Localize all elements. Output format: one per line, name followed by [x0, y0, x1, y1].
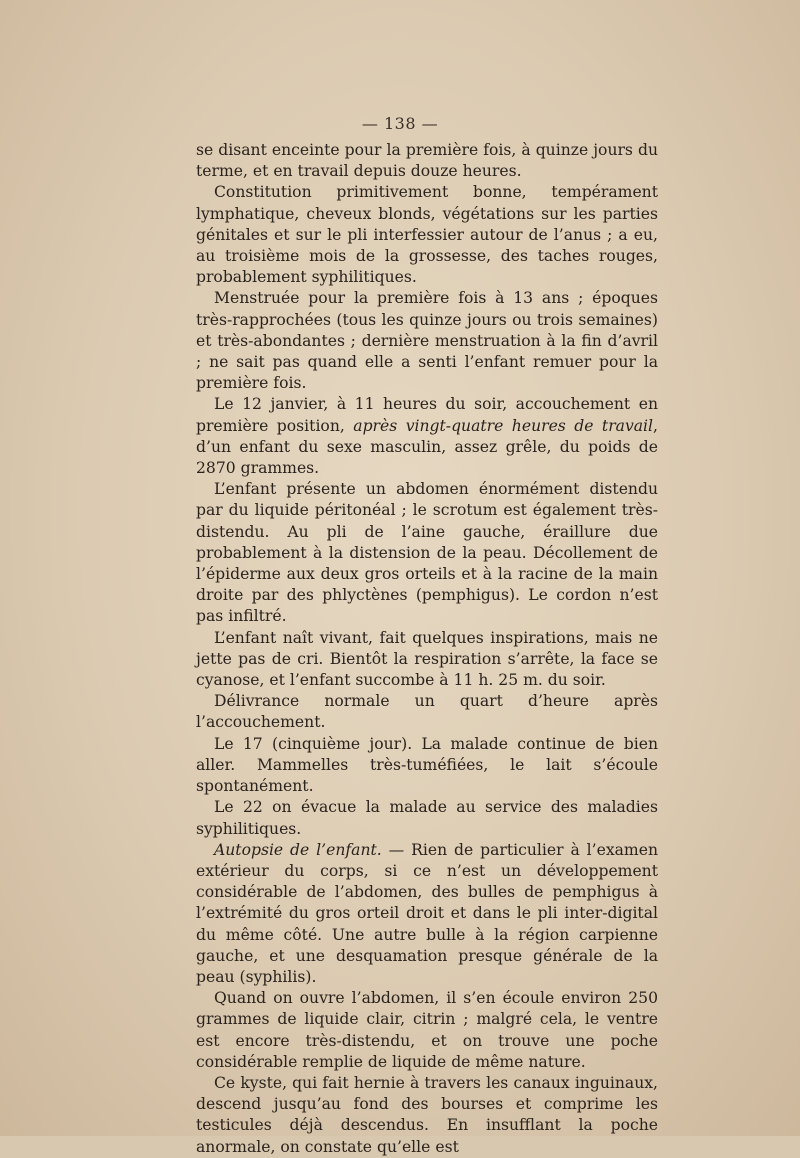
paragraph-6: L’enfant naît vivant, fait quelques inspirations, mais ne jette pas de cri. Bientôt la respiration s’arrête, la face se cyanose, et l’enfant succombe à 11 h. 25 m. du soir. [196, 628, 658, 690]
paragraph-4-italic: après vingt-quatre heures de travail [353, 416, 654, 435]
paragraph-1: se disant enceinte pour la première fois, à quinze jours du terme, et en travail depuis douze heures. [196, 141, 658, 181]
paragraph-5: L’enfant présente un abdomen énormément distendu par du liquide péritonéal ; le scrotum est également très-distendu. Au pli de l’aine gauche, éraillure due probablement à la distension de la peau. Décollement de l’épiderme aux deux gros orteils et à la racine de la main droite par des phlyctènes (pemphigus). Le cordon n’est pas infiltré. [196, 480, 658, 626]
body-text [196, 140, 658, 1158]
paragraph-10 [196, 840, 658, 988]
paragraph-9: Le 22 on évacue la malade au service des maladies syphilitiques. [196, 798, 658, 838]
paragraph-12: Ce kyste, qui fait hernie à travers les canaux inguinaux, descend jusqu’au fond des bourses et comprime les testicules déjà descendus. En insufflant la poche anormale, on constate qu’elle est [196, 1073, 658, 1156]
paragraph-10-italic: Autopsie de l’enfant. [214, 840, 382, 859]
paragraph-4-after: , d’un enfant du sexe masculin, assez grêle, du poids de 2870 grammes. [196, 416, 658, 478]
paragraph-7: Délivrance normale un quart d’heure après l’accouchement. [196, 692, 658, 732]
paragraph-3: Menstruée pour la première fois à 13 ans ; époques très-rapprochées (tous les quinze jours ou trois semaines) et très-abondantes ; dernière menstruation à la fin d’avril ; ne sait pas quand elle a senti l’enfant remuer pour la première fois. [196, 289, 658, 393]
paragraph-10-after: — Rien de particulier à l’examen extérieur du corps, si ce n’est un développement considérable de l’abdomen, des bulles de pemphigus à l’extrémité du gros orteil droit et dans le pli inter-digital du même côté. Une autre bulle à la région carpienne gauche, et une desquamation presque générale de la peau (syphilis). [196, 840, 658, 986]
paragraph-11: Quand on ouvre l’abdomen, il s’en écoule environ 250 grammes de liquide clair, citrin ; malgré cela, le ventre est encore très-distendu, et on trouve une poche considérable remplie de liquide de même nature. [196, 989, 658, 1071]
page-number: — 138 — [361, 114, 439, 133]
paragraph-4 [196, 394, 658, 479]
paragraph-2: Constitution primitivement bonne, tempérament lymphatique, cheveux blonds, végétations sur les parties génitales et sur le pli interfessier autour de l’anus ; a eu, au troisième mois de la grossesse, des taches rouges, probablement syphilitiques. [196, 183, 658, 287]
paragraph-8: Le 17 (cinquième jour). La malade continue de bien aller. Mammelles très-tuméfiées, le lait s’écoule spontanément. [196, 734, 658, 796]
paragraph-4-before: Le 12 janvier, à 11 heures du soir, accouchement en première position, [196, 395, 658, 435]
